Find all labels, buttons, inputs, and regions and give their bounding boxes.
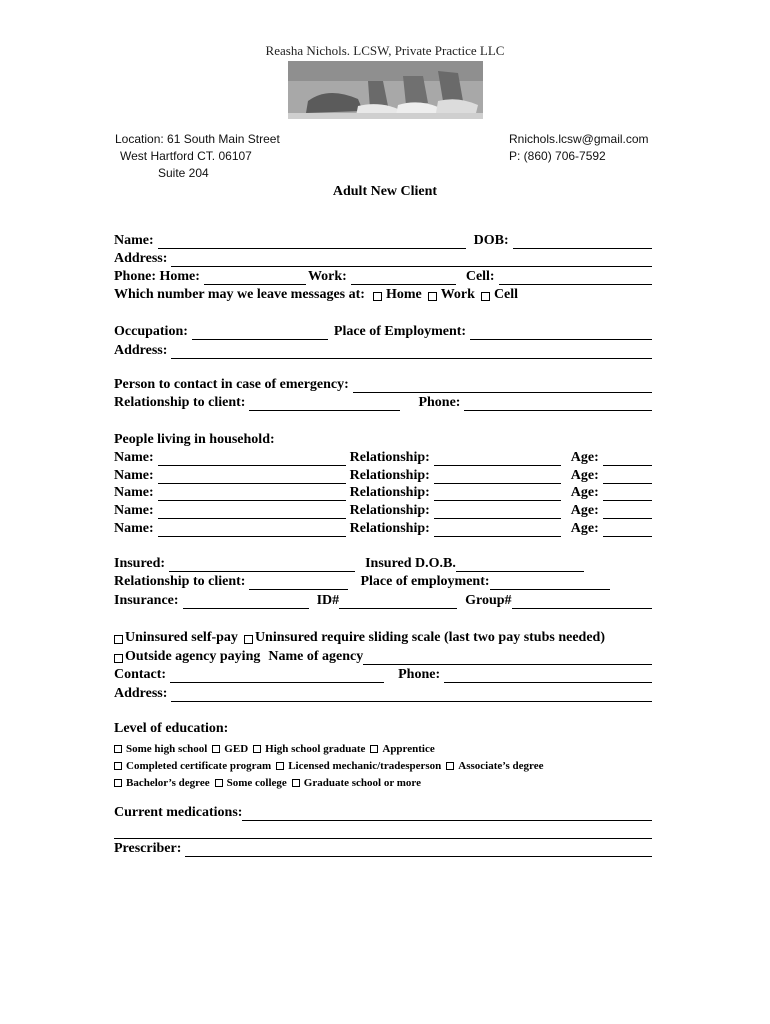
work-option-label: Work (440, 287, 475, 302)
hs-graduate-checkbox[interactable] (253, 745, 261, 753)
household-age-field[interactable] (603, 504, 652, 519)
name-field[interactable] (158, 234, 466, 249)
sliding-scale-checkbox[interactable] (244, 635, 253, 644)
household-row (114, 466, 652, 484)
email: Rnichols.lcsw@gmail.com (509, 132, 649, 146)
id-field[interactable] (339, 594, 457, 609)
emergency-relationship-field[interactable] (249, 396, 400, 411)
certificate-checkbox[interactable] (114, 762, 122, 770)
insured-label: Insured: (114, 556, 166, 571)
cell-option-label: Cell (493, 287, 519, 302)
emergency-phone-label: Phone: (418, 395, 461, 410)
dob-field[interactable] (513, 234, 652, 249)
education-heading: Level of education: (114, 721, 229, 736)
household-name-field[interactable] (158, 451, 346, 466)
messages-label: Which number may we leave messages at: (114, 287, 365, 302)
employment-address-field[interactable] (171, 344, 652, 359)
agency-name-label: Name of agency (268, 649, 364, 664)
household-age-field[interactable] (603, 486, 652, 501)
certificate-label: Completed certificate program (126, 760, 272, 772)
home-phone-label: Phone: Home: (114, 269, 200, 284)
household-relationship-field[interactable] (434, 469, 561, 484)
household-age-label: Age: (570, 521, 599, 536)
household-name-label: Name: (114, 521, 154, 536)
household-relationship-field[interactable] (434, 451, 561, 466)
cell-checkbox[interactable] (481, 292, 490, 301)
prescriber-label: Prescriber: (114, 841, 182, 856)
emergency-label: Person to contact in case of emergency: (114, 377, 349, 392)
household-name-field[interactable] (158, 469, 346, 484)
insured-relationship-label: Relationship to client: (114, 574, 246, 589)
home-option-label: Home (385, 287, 422, 302)
insurance-field[interactable] (183, 594, 309, 609)
graduate-checkbox[interactable] (292, 779, 300, 787)
household-heading-row (114, 430, 652, 448)
messages-row (114, 285, 652, 303)
emergency-field[interactable] (353, 378, 652, 393)
household-age-label: Age: (570, 450, 599, 465)
household-relationship-field[interactable] (434, 504, 561, 519)
medications-label: Current medications: (114, 805, 243, 820)
bachelors-label: Bachelor’s degree (126, 777, 210, 789)
associates-label: Associate’s degree (458, 760, 544, 772)
emergency-phone-field[interactable] (464, 396, 652, 411)
some-high-school-checkbox[interactable] (114, 745, 122, 753)
household-name-label: Name: (114, 450, 154, 465)
location-line: Location: 61 South Main Street (115, 132, 280, 146)
place-employment-label: Place of Employment: (333, 324, 467, 339)
some-high-school-label: Some high school (126, 743, 208, 755)
insured-dob-label: Insured D.O.B. (365, 556, 456, 571)
education-options-row (114, 754, 652, 772)
home-phone-field[interactable] (204, 270, 306, 285)
agency-phone-field[interactable] (444, 668, 652, 683)
household-age-field[interactable] (603, 469, 652, 484)
agency-name-field[interactable] (363, 650, 652, 665)
apprentice-label: Apprentice (382, 743, 435, 755)
household-row (114, 448, 652, 466)
household-name-label: Name: (114, 485, 154, 500)
dob-label: DOB: (473, 233, 509, 248)
occupation-label: Occupation: (114, 324, 188, 339)
agency-address-row (114, 684, 652, 702)
graduate-label: Graduate school or more (303, 777, 421, 789)
agency-phone-label: Phone: (398, 667, 441, 682)
mechanic-checkbox[interactable] (276, 762, 284, 770)
insured-row (114, 554, 652, 572)
household-heading: People living in household: (114, 432, 275, 447)
uninsured-self-pay-label: Uninsured self-pay (125, 630, 238, 645)
prescriber-field[interactable] (185, 842, 652, 857)
insurance-row (114, 591, 652, 609)
household-age-label: Age: (570, 468, 599, 483)
household-relationship-label: Relationship: (349, 485, 430, 500)
insurance-label: Insurance: (114, 593, 179, 608)
some-college-label: Some college (226, 777, 287, 789)
household-relationship-field[interactable] (434, 522, 561, 537)
employment-address-label: Address: (114, 343, 168, 358)
household-name-label: Name: (114, 503, 154, 518)
outside-agency-checkbox[interactable] (114, 654, 123, 663)
household-row (114, 519, 652, 537)
address-label: Address: (114, 251, 168, 266)
education-heading-row (114, 719, 652, 737)
emergency-relationship-row (114, 393, 652, 411)
cell-phone-field[interactable] (499, 270, 652, 285)
phone-row (114, 267, 652, 285)
household-relationship-label: Relationship: (349, 450, 430, 465)
emergency-relationship-label: Relationship to client: (114, 395, 246, 410)
insured-employment-field[interactable] (490, 575, 610, 590)
household-relationship-label: Relationship: (349, 503, 430, 518)
suite-line: Suite 204 (158, 166, 209, 180)
agency-address-field[interactable] (171, 687, 652, 702)
agency-contact-label: Contact: (114, 667, 167, 682)
insured-field[interactable] (169, 557, 355, 572)
household-row (114, 501, 652, 519)
occupation-field[interactable] (192, 325, 328, 340)
medications-field-line-2[interactable] (114, 824, 652, 839)
practice-name: Reasha Nichols. LCSW, Private Practice LLC (265, 43, 505, 58)
agency-contact-row (114, 665, 652, 683)
name-label: Name: (114, 233, 154, 248)
emergency-row (114, 375, 652, 393)
agency-address-label: Address: (114, 686, 168, 701)
household-name-field[interactable] (158, 486, 346, 501)
insured-relationship-row (114, 572, 652, 590)
place-employment-field[interactable] (470, 325, 652, 340)
work-checkbox[interactable] (428, 292, 437, 301)
household-name-field[interactable] (158, 504, 346, 519)
agency-contact-field[interactable] (170, 668, 384, 683)
insured-dob-field[interactable] (456, 557, 584, 572)
uninsured-self-pay-checkbox[interactable] (114, 635, 123, 644)
header-photo (288, 61, 483, 119)
medications-field[interactable] (242, 806, 652, 821)
group-field[interactable] (512, 594, 652, 609)
household-age-label: Age: (570, 485, 599, 500)
group-label: Group# (465, 593, 512, 608)
education-options-row (114, 771, 652, 789)
mechanic-label: Licensed mechanic/tradesperson (288, 760, 442, 772)
medications-row (114, 803, 652, 821)
form-title: Adult New Client (332, 184, 438, 199)
ged-checkbox[interactable] (212, 745, 220, 753)
outside-agency-row (114, 647, 652, 665)
phone-number: P: (860) 706-7592 (509, 149, 606, 163)
ged-label: GED (224, 743, 249, 755)
id-label: ID# (316, 593, 340, 608)
household-relationship-label: Relationship: (349, 521, 430, 536)
insured-employment-label: Place of employment: (360, 574, 490, 589)
insured-relationship-field[interactable] (249, 575, 348, 590)
apprentice-checkbox[interactable] (370, 745, 378, 753)
medications-continued-row (114, 821, 652, 839)
associates-checkbox[interactable] (446, 762, 454, 770)
address-row (114, 249, 652, 267)
household-age-field[interactable] (603, 522, 652, 537)
education-options-row (114, 737, 652, 755)
name-dob-row (114, 231, 652, 249)
city-line: West Hartford CT. 06107 (120, 149, 252, 163)
address-field[interactable] (171, 252, 652, 267)
some-college-checkbox[interactable] (215, 779, 223, 787)
household-name-label: Name: (114, 468, 154, 483)
cell-phone-label: Cell: (465, 269, 495, 284)
sliding-scale-label: Uninsured require sliding scale (last two pay stubs needed) (254, 630, 605, 645)
household-relationship-field[interactable] (434, 486, 561, 501)
household-name-field[interactable] (158, 522, 346, 537)
household-relationship-label: Relationship: (349, 468, 430, 483)
household-age-field[interactable] (603, 451, 652, 466)
prescriber-row (114, 839, 652, 857)
hs-graduate-label: High school graduate (265, 743, 366, 755)
uninsured-row (114, 628, 652, 646)
bachelors-checkbox[interactable] (114, 779, 122, 787)
household-age-label: Age: (570, 503, 599, 518)
occupation-row (114, 322, 652, 340)
work-phone-field[interactable] (351, 270, 456, 285)
household-row (114, 483, 652, 501)
home-checkbox[interactable] (373, 292, 382, 301)
outside-agency-label: Outside agency paying (125, 649, 261, 664)
work-phone-label: Work: (307, 269, 347, 284)
occupation-address-row (114, 341, 652, 359)
